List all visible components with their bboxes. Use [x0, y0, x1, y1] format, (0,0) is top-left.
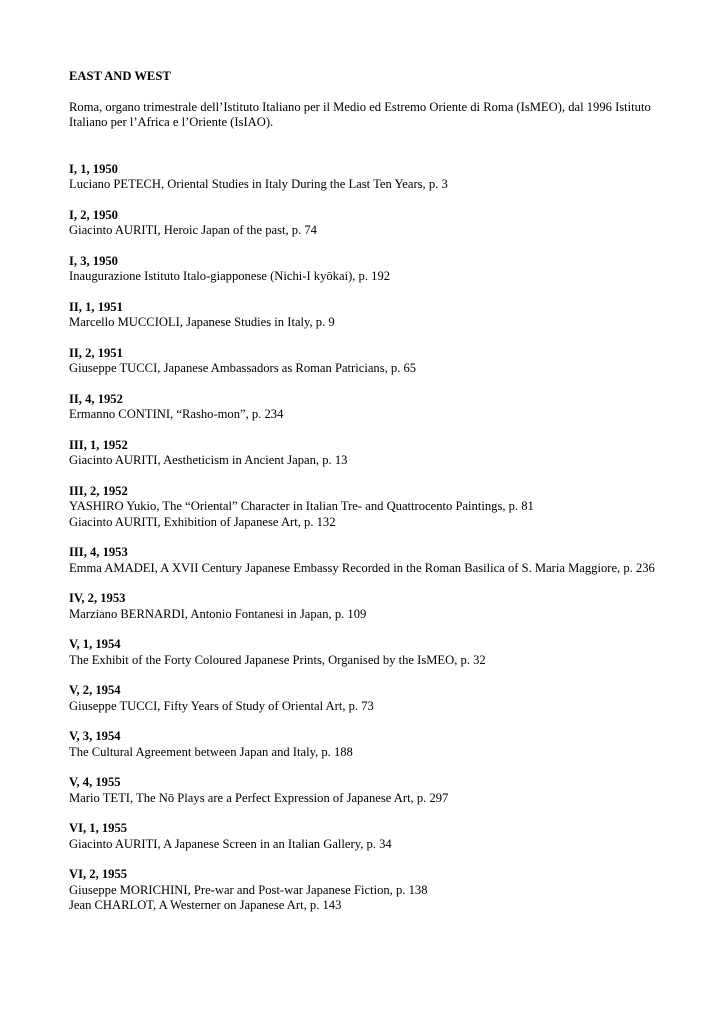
- intro-paragraph: Roma, organo trimestrale dell’Istituto Italiano per il Medio ed Estremo Oriente di Roma (IsMEO), dal 1996 Istituto Italiano per l’Africa e l’Oriente (IsIAO).: [69, 99, 651, 129]
- issue-heading: I, 1, 1950: [69, 161, 118, 176]
- issue-heading: VI, 2, 1955: [69, 867, 128, 881]
- issue-heading: II, 1, 1951: [69, 299, 123, 314]
- article-line: Ermanno CONTINI, “Rasho-mon”, p. 234: [69, 407, 284, 421]
- article-line: Emma AMADEI, A XVII Century Japanese Embassy Recorded in the Roman Basilica of S. Maria Maggiore, p. 236: [69, 560, 655, 575]
- issue-heading: V, 4, 1955: [69, 775, 121, 789]
- list-item: [69, 637, 669, 668]
- article-line: Giuseppe TUCCI, Fifty Years of Study of Oriental Art, p. 73: [69, 698, 374, 713]
- article-line: Giacinto AURITI, A Japanese Screen in an Italian Gallery, p. 34: [69, 836, 392, 851]
- list-item: [69, 438, 669, 469]
- list-item: [69, 392, 669, 423]
- list-item: [69, 254, 669, 285]
- issue-heading: I, 2, 1950: [69, 207, 118, 222]
- list-item: [69, 591, 669, 622]
- article-line: Giacinto AURITI, Heroic Japan of the past, p. 74: [69, 223, 317, 237]
- article-line: The Exhibit of the Forty Coloured Japanese Prints, Organised by the IsMEO, p. 32: [69, 652, 486, 667]
- issue-heading: I, 3, 1950: [69, 253, 118, 268]
- article-line: Inaugurazione Istituto Italo-giapponese (Nichi-I kyōkai), p. 192: [69, 269, 391, 283]
- issue-heading: III, 1, 1952: [69, 437, 128, 452]
- list-item: [69, 208, 669, 239]
- issue-heading: III, 2, 1952: [69, 483, 128, 498]
- article-line: Marcello MUCCIOLI, Japanese Studies in Italy, p. 9: [69, 315, 335, 329]
- list-item: [69, 162, 669, 193]
- article-line: YASHIRO Yukio, The “Oriental” Character in Italian Tre- and Quattrocento Paintings, p. 81: [69, 499, 534, 513]
- issue-heading: V, 3, 1954: [69, 729, 121, 743]
- article-line: Giacinto AURITI, Aestheticism in Ancient Japan, p. 13: [69, 453, 348, 467]
- issue-heading: V, 1, 1954: [69, 637, 121, 651]
- list-item: [69, 300, 669, 331]
- article-line: Giuseppe MORICHINI, Pre-war and Post-war Japanese Fiction, p. 138: [69, 882, 428, 897]
- article-line: Giuseppe TUCCI, Japanese Ambassadors as Roman Patricians, p. 65: [69, 361, 417, 375]
- document-page: [69, 69, 669, 929]
- article-line: Marziano BERNARDI, Antonio Fontanesi in Japan, p. 109: [69, 606, 367, 621]
- article-line: Giacinto AURITI, Exhibition of Japanese Art, p. 132: [69, 514, 336, 529]
- list-item: [69, 775, 669, 806]
- article-line: Mario TETI, The Nō Plays are a Perfect Expression of Japanese Art, p. 297: [69, 790, 449, 805]
- issue-heading: IV, 2, 1953: [69, 591, 126, 605]
- issue-heading: VI, 1, 1955: [69, 821, 128, 835]
- issue-heading: V, 2, 1954: [69, 683, 121, 697]
- entry-list: [69, 162, 669, 914]
- list-item: [69, 346, 669, 377]
- article-line: Luciano PETECH, Oriental Studies in Italy During the Last Ten Years, p. 3: [69, 177, 448, 191]
- list-item: [69, 683, 669, 714]
- issue-heading: II, 2, 1951: [69, 345, 123, 360]
- document-title: EAST AND WEST: [69, 69, 171, 83]
- list-item: [69, 729, 669, 760]
- list-item: [69, 545, 669, 576]
- list-item: [69, 484, 669, 531]
- issue-heading: II, 4, 1952: [69, 391, 123, 406]
- issue-heading: III, 4, 1953: [69, 545, 128, 559]
- list-item: [69, 821, 669, 852]
- article-line: The Cultural Agreement between Japan and Italy, p. 188: [69, 744, 353, 759]
- list-item: [69, 867, 669, 914]
- article-line: Jean CHARLOT, A Westerner on Japanese Art, p. 143: [69, 898, 342, 912]
